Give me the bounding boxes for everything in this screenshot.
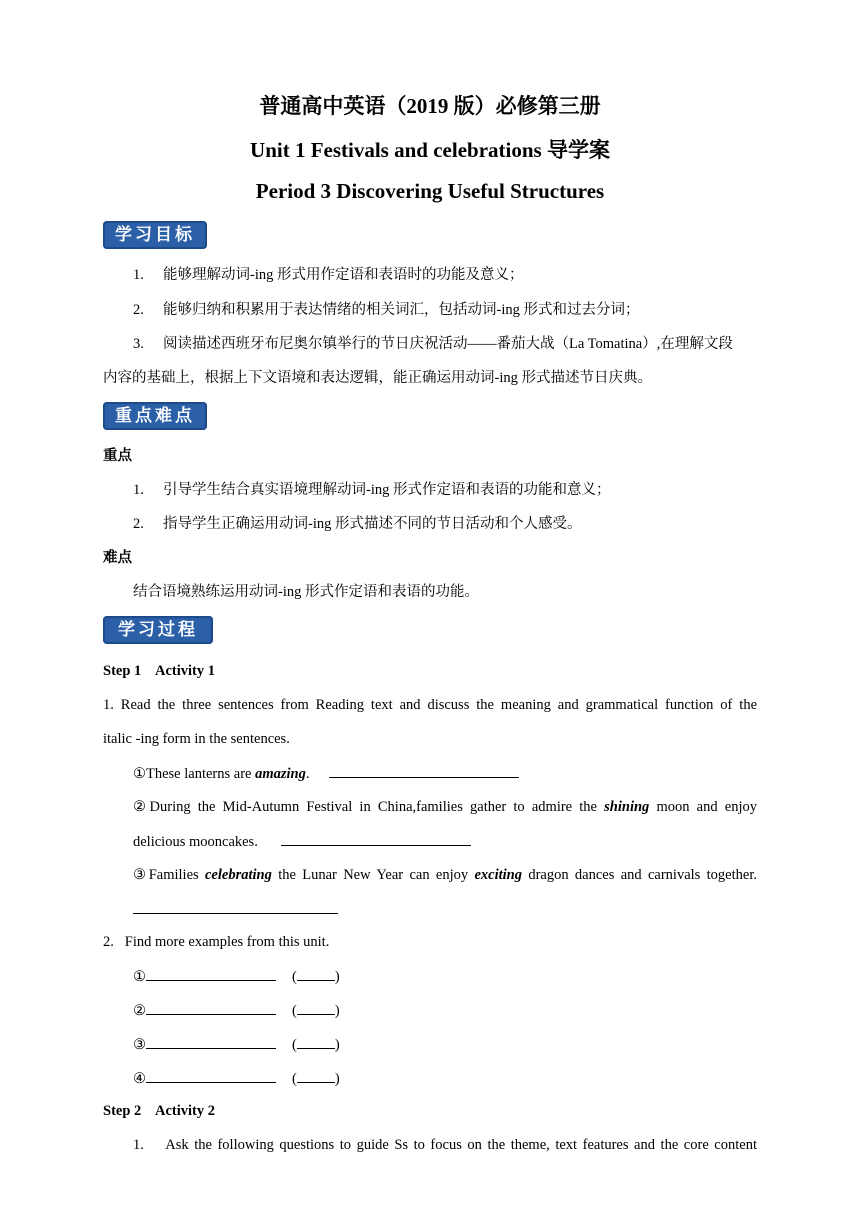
example-type-blank[interactable] [297,1068,335,1083]
answer-blank-1[interactable] [329,763,519,778]
example-row: ④ ( ) [133,1068,340,1089]
unit-title: Unit 1 Festivals and celebrations 导学案 [250,138,610,162]
example-type-blank[interactable] [297,966,335,981]
goal-item-3-continued: 内容的基础上，根据上下文语境和表达逻辑，能正确运用动词-ing 形式描述节日庆典。 [103,370,652,386]
example-blank[interactable] [146,1068,276,1083]
key-item-1: 1. 引导学生结合真实语境理解动词-ing 形式作定语和表语的功能和意义； [133,482,611,498]
difficulty-label: 难点 [103,550,132,566]
document-title: 普通高中英语（2019 版）必修第三册 [259,94,601,118]
key-label: 重点 [103,448,132,464]
question-1-line-2: italic -ing form in the sentences. [103,731,290,747]
goal-item-2: 2. 能够归纳和积累用于表达情绪的相关词汇，包括动词-ing 形式和过去分词； [133,302,640,318]
example-blank[interactable] [146,1000,276,1015]
example-blank[interactable] [146,966,276,981]
process-badge: 学习过程 [103,616,213,644]
sentence-3-answer [133,899,338,920]
period-title: Period 3 Discovering Useful Structures [255,179,605,203]
sentence-2-line-2: delicious mooncakes. [133,831,471,852]
question-1-line-1: 1. Read the three sentences from Reading text and discuss the meaning and grammatical function of the [103,697,757,713]
answer-blank-3[interactable] [133,899,338,914]
answer-blank-2[interactable] [281,831,471,846]
sentence-3: ③Families celebrating the Lunar New Year can enjoy exciting dragon dances and carnivals together. [133,867,757,883]
sentence-2-line-1: ②During the Mid-Autumn Festival in China,families gather to admire the shining moon and enjoy [133,799,757,815]
goal-item-3: 3. 阅读描述西班牙布尼奥尔镇举行的节日庆祝活动——番茄大战（La Tomatina）,在理解文段 [133,336,733,352]
example-row: ① ( ) [133,966,340,987]
sentence-1: ①These lanterns are amazing. [133,763,519,784]
step1-heading: Step 1 Activity 1 [103,663,215,679]
difficulty-text: 结合语境熟练运用动词-ing 形式作定语和表语的功能。 [133,584,479,600]
example-type-blank[interactable] [297,1000,335,1015]
example-blank[interactable] [146,1034,276,1049]
step2-heading: Step 2 Activity 2 [103,1103,215,1119]
goal-item-1: 1. 能够理解动词-ing 形式用作定语和表语时的功能及意义； [133,267,524,283]
example-type-blank[interactable] [297,1034,335,1049]
example-row: ③ ( ) [133,1034,340,1055]
key-item-2: 2. 指导学生正确运用动词-ing 形式描述不同的节日活动和个人感受。 [133,516,582,532]
question-2: 2. Find more examples from this unit. [103,934,330,950]
goals-badge: 学习目标 [103,221,207,249]
keypoints-badge: 重点难点 [103,402,207,430]
example-row: ② ( ) [133,1000,340,1021]
step2-question-1: 1. Ask the following questions to guide Ss to focus on the theme, text features and the core content [133,1137,757,1153]
